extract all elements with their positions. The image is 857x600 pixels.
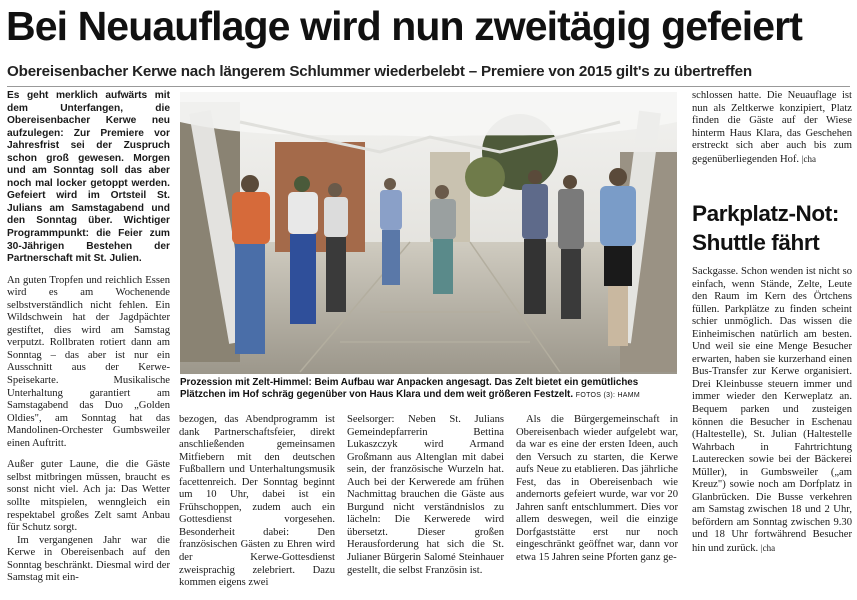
caption-text: Prozession mit Zelt-Himmel: Beim Aufbau war Anpacken angesagt. Das Zelt bietet ein gemütliches Plätzchen im Hof schräg gegenüber von Haus Klara und dem weit größeren Festzelt. [180, 377, 639, 401]
body-paragraph [692, 90, 852, 166]
body-text: Sackgasse. Schon wenden ist nicht so einfach, wenn Stände, Zelte, Leute den Raum im Kern des Örtchens füllen. Parkplätze zu finden scheint schier unmöglich. Das wissen die Einheimischen natürlich am besten. Und weil sie eine Menge Besucher erwarten, haben sie kurzerhand einen Bus-Transfer zur Kerwe organisiert. Drei Kleinbusse steuern immer und immer wieder den Kerweplatz an. Bequem parken und zusteigen können die Besucher in Eschenau (Haltestelle), St. Julian (Haltestelle Wahrbach in Fahrtrichtung Lauterecken sowie bei der Bäckerei Müller), in Gumbsweiler („am Kreuz") sowie noch am Dorfplatz in Glanbrücken. Die Busse verkehren am Samstag zwischen 18 und 2 Uhr, befördern am Sonntag zwischen 9.30 und 18 Uhr fortwährend Besucher hin und zurück. [692, 266, 852, 555]
photo-image [180, 92, 677, 374]
body-paragraph: bezogen, das Abendprogramm ist dank Partnerschaftsfeier, direkt anschließenden gemeinsamen Mitfiebern mit den deutschen Fußballern und Unterhaltungsmusik facettenreich. Der Sonntag beginnt um 10 Uhr, dabei ist ein Frühschoppen, zudem auch ein Gottesdienst vorgesehen. Besonderheit dabei: Den französischen Gästen zu Ehren wird der Kerwe-Gottesdienst zweisprachig zelebriert. Dazu kommen eigens zwei [179, 414, 335, 589]
body-paragraph [692, 266, 852, 556]
photo-caption [180, 377, 677, 403]
column-1 [7, 90, 170, 585]
author-signature: |cha [801, 153, 817, 164]
body-paragraph: Im vergangenen Jahr war die Kerwe in Obereisenbach auf den Sonntag beschränkt. Diesmal wird der Samstag mit ein- [7, 534, 170, 584]
column-3 [347, 414, 504, 577]
body-paragraph: Seelsorger: Neben St. Julians Gemeindepfarrerin Bettina Lukaszczyk wird Armand Großmann aus Altenglan mit dabei sein, der französische Wurzeln hat. Auch bei der Kerwerede am frühen Nachmittag brauchen die Gäste aus Burgund nicht verständnislos zu lächeln: Die Kerwerede wird übersetzt. Dieser großen Herausforderung hat sich die St. Julianer Bürgerin Salomé Steinhauer gestellt, die selbst Französin ist. [347, 414, 504, 576]
article-subheadline: Obereisenbacher Kerwe nach längerem Schlummer wiederbelebt – Premiere von 2015 gilt's zu übertreffen [7, 63, 752, 80]
author-signature: |cha [760, 543, 776, 554]
column-5 [692, 90, 852, 166]
sidebar-headline: Parkplatz-Not: Shuttle fährt [692, 201, 839, 255]
body-paragraph: Als die Bürgergemeinschaft in Obereisenbach wieder aufgelebt war, da war es eine der ersten Ideen, auch den Versuch zu starten, die Kerwe aufs Neue zu etablieren. Das jährliche Fest, das in Obereisenbach wie andernorts gefeiert wurde, war vor 20 Jahren sanft entschlummert. Dies vor allem deswegen, weil die einzige Dorfgaststätte erst nur noch eingeschränkt geöffnet war, dann vor etwa 15 Jahren seine Pforten ganz ge- [516, 414, 678, 564]
article-photo [180, 92, 677, 374]
column-2 [179, 414, 335, 590]
body-paragraph: An guten Tropfen und reichlich Essen wird es am Wochenende selbstverständlich nicht fehlen. Ein Wildschwein hat der Jagdpächter gestiftet, dies wird am Samstag verputzt. Rollbraten rotiert dann am Sonntag – das aber ist nur ein Ausschnitt aus der Kerwe-Speisekarte. Musikalische Unterhaltung garantiert am Samstagabend das Duo „Golden Oldies", am Sonntag hat das Mandolinen-Orchester Gumbsweiler einen Auftritt. [7, 274, 170, 449]
photo-credit: FOTOS (3): HAMM [575, 392, 641, 400]
article-lead: Es geht merklich aufwärts mit dem Unterfangen, die Obereisenbacher Kerwe neu aufzulegen: Zur Premiere vor Jahresfrist sei der Zuspruch schon groß gewesen. Morgen und am Sonntag soll das aber noch mal locker getoppt werden. Gefeiert wird im Ortsteil St. Julians am Samstagabend und den Sonntag über. Wichtiger Programmpunkt: die Feier zum 30-Jährigen Bestehen der Partnerschaft mit St. Julien. [7, 90, 170, 265]
article-headline: Bei Neuauflage wird nun zweitägig gefeiert [6, 3, 802, 49]
headline-divider [7, 86, 850, 87]
sidebar-body [692, 266, 852, 556]
body-text: schlossen hatte. Die Neuauflage ist nun als Zeltkerwe konzipiert, Platz finden die Gäste auf der Wiese hinterm Haus Klara, das Geschehen erstreckt sich aber auch bis zum gegenüberliegenden Hof. [692, 90, 852, 165]
body-paragraph: Außer guter Laune, die die Gäste selbst mitbringen müssen, braucht es sonst nicht viel. Ach ja: Das Wetter sollte mitspielen, wenngleich ein respektabel großes Zelt samt Anbau für Schutz sorgt. [7, 459, 170, 534]
column-4 [516, 414, 678, 565]
